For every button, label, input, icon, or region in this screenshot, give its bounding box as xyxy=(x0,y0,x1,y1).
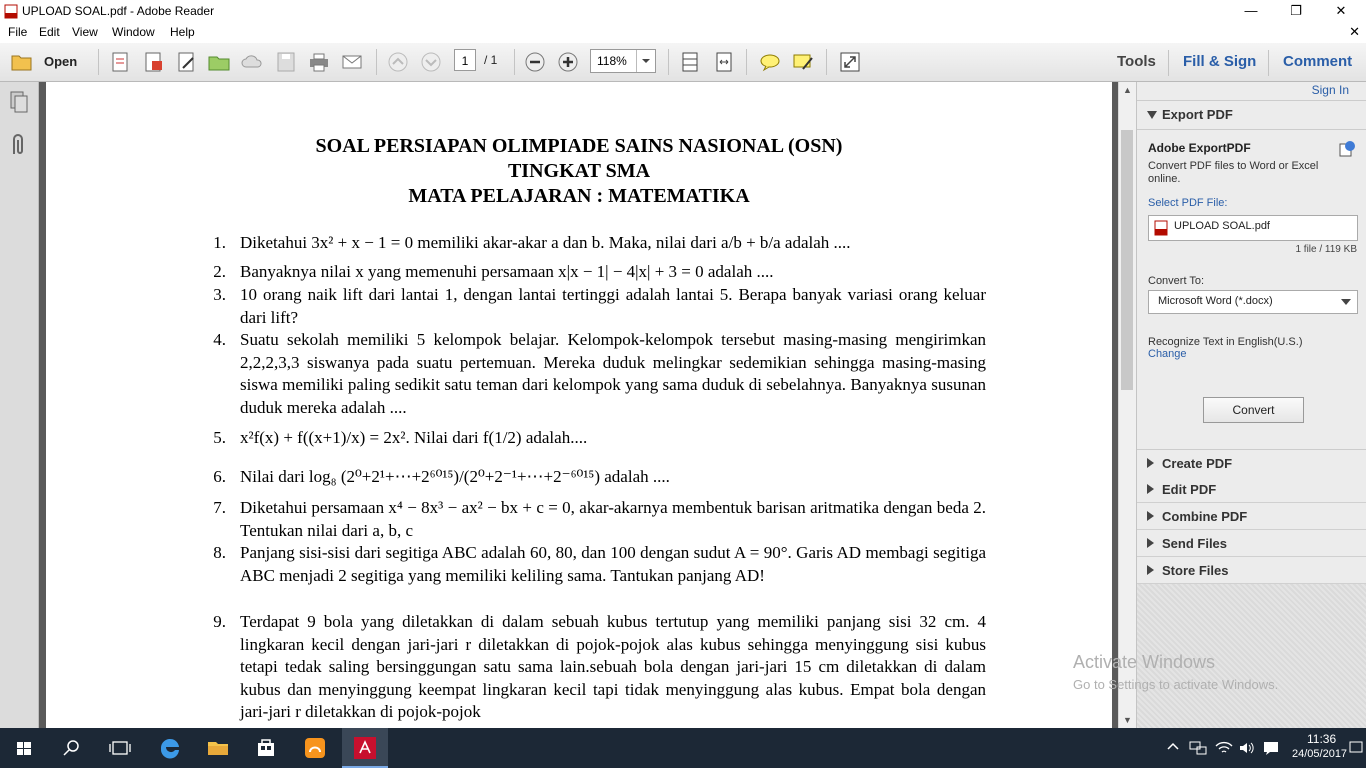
ime-icon[interactable] xyxy=(1262,740,1280,756)
open-button[interactable]: Open xyxy=(44,54,78,69)
chevron-right-icon xyxy=(1147,538,1154,548)
network-icon[interactable] xyxy=(1188,740,1208,756)
expand-icon[interactable] xyxy=(838,51,862,73)
menu-edit[interactable]: Edit xyxy=(39,25,60,39)
question-number: 3. xyxy=(213,285,226,304)
question-number: 4. xyxy=(213,330,226,349)
question-number: 5. xyxy=(213,428,226,447)
save-icon[interactable] xyxy=(274,51,298,73)
question-text: Diketahui persamaan x⁴ − 8x³ − ax² − bx + c = 0, akar-akarnya membentuk barisan aritmatika dengan beda 2. Tentukan nilai dari a, b, c xyxy=(240,498,986,540)
navigation-pane xyxy=(0,82,39,728)
export-pdf-header[interactable] xyxy=(1137,100,1366,130)
tab-separator xyxy=(1268,50,1269,76)
cloud-upload-icon[interactable] xyxy=(240,51,264,73)
sticky-note-icon[interactable] xyxy=(758,51,782,73)
tab-comment[interactable]: Comment xyxy=(1283,53,1353,70)
question-text: Panjang sisi-sisi dari segitiga ABC adalah 60, 80, dan 100 dengan sudut A = 90°. Garis AD membagi segitiga ABC menjadi 2 segitiga yang memiliki keliling sama. Tantukan panjang AD! xyxy=(240,543,986,585)
file-name: UPLOAD SOAL.pdf xyxy=(1174,220,1270,232)
select-pdf-label: Select PDF File: xyxy=(1148,197,1228,209)
chevron-up-icon[interactable] xyxy=(1166,740,1180,754)
search-icon[interactable] xyxy=(57,734,87,762)
toolbar-separator xyxy=(514,49,515,75)
format-select[interactable] xyxy=(1148,290,1358,314)
question-number: 9. xyxy=(213,612,226,631)
menu-bar xyxy=(0,23,1366,43)
taskbar-adobe-reader[interactable] xyxy=(342,728,388,768)
toolbar-separator xyxy=(746,49,747,75)
file-info: 1 file / 119 KB xyxy=(1295,244,1357,255)
menu-file[interactable]: File xyxy=(8,25,28,39)
previous-page-icon[interactable] xyxy=(386,51,410,73)
clock-date[interactable]: 24/05/2017 xyxy=(1292,748,1348,760)
activate-windows-subtitle: Go to Settings to activate Windows. xyxy=(1073,677,1279,692)
question-number: 6. xyxy=(213,467,226,486)
windows-start-icon[interactable] xyxy=(9,734,39,762)
next-page-icon[interactable] xyxy=(419,51,443,73)
sign-in-link[interactable]: Sign In xyxy=(1311,83,1349,97)
export-description: Convert PDF files to Word or Excel online. xyxy=(1148,160,1319,185)
doc-title-line-2: TINGKAT SMA xyxy=(507,160,651,182)
question-number: 7. xyxy=(213,498,226,517)
change-link[interactable]: Change xyxy=(1148,348,1187,360)
question-text: Banyaknya nilai x yang memenuhi persamaan x|x − 1| − 4|x| + 3 = 0 adalah .... xyxy=(240,262,774,281)
chevron-right-icon xyxy=(1147,511,1154,521)
paperclip-icon[interactable] xyxy=(8,132,30,158)
convert-to-label: Convert To: xyxy=(1148,275,1205,287)
doc-title-line-1: SOAL PERSIAPAN OLIMPIADE SAINS NASIONAL (OSN) xyxy=(315,135,843,157)
uc-browser-icon[interactable] xyxy=(300,734,330,762)
create-pdf-icon[interactable] xyxy=(108,51,132,73)
question-text: 10 orang naik lift dari lantai 1, dengan lantai tertinggi adalah lantai 5. Berapa banyak variasi orang keluar dari lift? xyxy=(240,285,986,327)
close-button[interactable]: ✕ xyxy=(1335,3,1347,18)
file-explorer-icon[interactable] xyxy=(203,734,233,762)
question-number: 8. xyxy=(213,543,226,562)
highlight-icon[interactable] xyxy=(791,51,815,73)
question-text: Nilai dari log₈ (2⁰+2¹+⋯+2⁶⁰¹⁵)/(2⁰+2⁻¹+⋯+2⁻⁶⁰¹⁵) adalah .... xyxy=(240,467,670,486)
question-number: 2. xyxy=(213,262,226,281)
question-text: Diketahui 3x² + x − 1 = 0 memiliki akar-akar a dan b. Maka, nilai dari a/b + b/a adalah .... xyxy=(240,233,851,252)
scroll-down-icon[interactable]: ▼ xyxy=(1123,715,1132,725)
toolbar-separator xyxy=(668,49,669,75)
vertical-scrollbar[interactable] xyxy=(1118,82,1136,728)
activate-windows-title: Activate Windows xyxy=(1073,652,1216,672)
share-folder-icon[interactable] xyxy=(207,51,231,73)
create-pdf-section[interactable] xyxy=(1137,449,1366,477)
edit-pdf-icon[interactable] xyxy=(174,51,198,73)
question-text: Suatu sekolah memiliki 5 kelompok belajar. Kelompok-kelompok tersebut masing-masing mengirimkan 2,2,2,3,3 siswanya pada suatu pertemuan. Mereka duduk melingkar sedemikian sehingga masing-masing siswa memiliki paling sedikit satu teman dari kelompok yang sama duduk di sebelahnya. Banyaknya susunan duduk mereka adalah .... xyxy=(240,330,986,417)
clock-time[interactable]: 11:36 xyxy=(1307,732,1337,746)
question-text: x²f(x) + f((x+1)/x) = 2x². Nilai dari f(1/2) adalah.... xyxy=(240,428,588,447)
menu-help[interactable]: Help xyxy=(170,25,195,39)
document-view[interactable] xyxy=(39,82,1118,728)
adobe-exportpdf-label: Adobe ExportPDF xyxy=(1148,141,1251,155)
volume-icon[interactable] xyxy=(1238,740,1256,756)
question-number: 1. xyxy=(213,233,226,252)
notifications-icon[interactable] xyxy=(1348,738,1364,758)
export-pdf-title: Export PDF xyxy=(1162,107,1233,122)
store-icon[interactable] xyxy=(251,734,281,762)
convert-button[interactable]: Convert xyxy=(1203,397,1304,423)
print-icon[interactable] xyxy=(307,51,331,73)
fit-width-icon[interactable] xyxy=(712,51,736,73)
wifi-icon[interactable] xyxy=(1214,740,1234,756)
section-label: Edit PDF xyxy=(1162,482,1217,497)
menu-window[interactable]: Window xyxy=(112,25,155,39)
zoom-select[interactable] xyxy=(590,49,656,73)
zoom-value: 118% xyxy=(597,54,627,68)
export-pdf-icon[interactable] xyxy=(141,51,165,73)
maximize-button[interactable]: ❐ xyxy=(1290,3,1302,18)
window-title: UPLOAD SOAL.pdf - Adobe Reader xyxy=(22,4,215,18)
section-label: Send Files xyxy=(1162,536,1228,551)
toolbar-separator xyxy=(376,49,377,75)
chevron-down-icon xyxy=(1341,299,1351,305)
chevron-right-icon xyxy=(1147,484,1154,494)
taskbar xyxy=(0,728,1366,768)
fit-page-icon[interactable] xyxy=(678,51,702,73)
question-text: Terdapat 9 bola yang diletakkan di dalam sebuah kubus tertutup yang memiliki panjang sisi 32 cm. 4 lingkaran kecil dengan jari-jari r diletakkan di pojok-pojok alas kubus sehingga menyinggung sisi kubus tetapi tedak saling bersinggungan satu sama lain.sebuah bola dengan jari-jari 15 cm diletakkan di dalam kubus dan menyinggung keempat lingkaran kecil tapi tidak menyinggung alas kubus. Empat bola dengan jari-jari r diletakkan di pojok-pojok xyxy=(240,612,986,721)
tab-fill-sign[interactable]: Fill & Sign xyxy=(1183,53,1257,70)
store-files-section[interactable] xyxy=(1137,557,1366,584)
recognize-text-label: Recognize Text in English(U.S.) xyxy=(1148,336,1303,348)
pages-panel-icon[interactable] xyxy=(8,90,30,114)
pdf-file-icon xyxy=(1154,220,1168,236)
page-total: / 1 xyxy=(484,53,498,67)
toolbar xyxy=(0,43,1366,82)
page-number-input[interactable]: 1 xyxy=(454,49,476,71)
tab-tools[interactable]: Tools xyxy=(1117,53,1156,70)
tab-separator xyxy=(1168,50,1169,76)
send-files-section[interactable] xyxy=(1137,530,1366,557)
toolbar-separator xyxy=(98,49,99,75)
chevron-down-icon xyxy=(1147,111,1157,119)
doc-title-line-3: MATA PELAJARAN : MATEMATIKA xyxy=(408,185,750,207)
close-document-button[interactable]: ✕ xyxy=(1349,24,1360,39)
minimize-button[interactable]: — xyxy=(1244,3,1258,18)
pdf-page xyxy=(46,82,1112,728)
menu-view[interactable]: View xyxy=(72,25,98,39)
export-info-icon[interactable] xyxy=(1338,140,1356,158)
adobe-reader-icon xyxy=(350,734,380,762)
zoom-in-icon[interactable] xyxy=(556,51,580,73)
scroll-up-icon[interactable]: ▲ xyxy=(1123,85,1132,95)
chevron-right-icon xyxy=(1147,565,1154,575)
edit-pdf-section[interactable] xyxy=(1137,476,1366,503)
folder-open-icon[interactable] xyxy=(10,51,34,73)
combine-pdf-section[interactable] xyxy=(1137,503,1366,530)
format-value: Microsoft Word (*.docx) xyxy=(1158,295,1273,307)
toolbar-separator xyxy=(826,49,827,75)
scroll-thumb[interactable] xyxy=(1121,130,1133,390)
tools-panel xyxy=(1136,82,1366,728)
task-view-icon[interactable] xyxy=(105,734,135,762)
zoom-out-icon[interactable] xyxy=(523,51,547,73)
email-icon[interactable] xyxy=(340,51,364,73)
section-label: Store Files xyxy=(1162,563,1229,578)
section-label: Create PDF xyxy=(1162,456,1233,471)
chevron-right-icon xyxy=(1147,458,1154,468)
chevron-down-icon[interactable] xyxy=(636,50,655,72)
pdf-file-icon xyxy=(4,4,18,19)
section-label: Combine PDF xyxy=(1162,509,1248,524)
edge-browser-icon[interactable] xyxy=(155,734,185,762)
selected-file-field[interactable] xyxy=(1148,215,1358,241)
title-bar xyxy=(0,0,1366,23)
